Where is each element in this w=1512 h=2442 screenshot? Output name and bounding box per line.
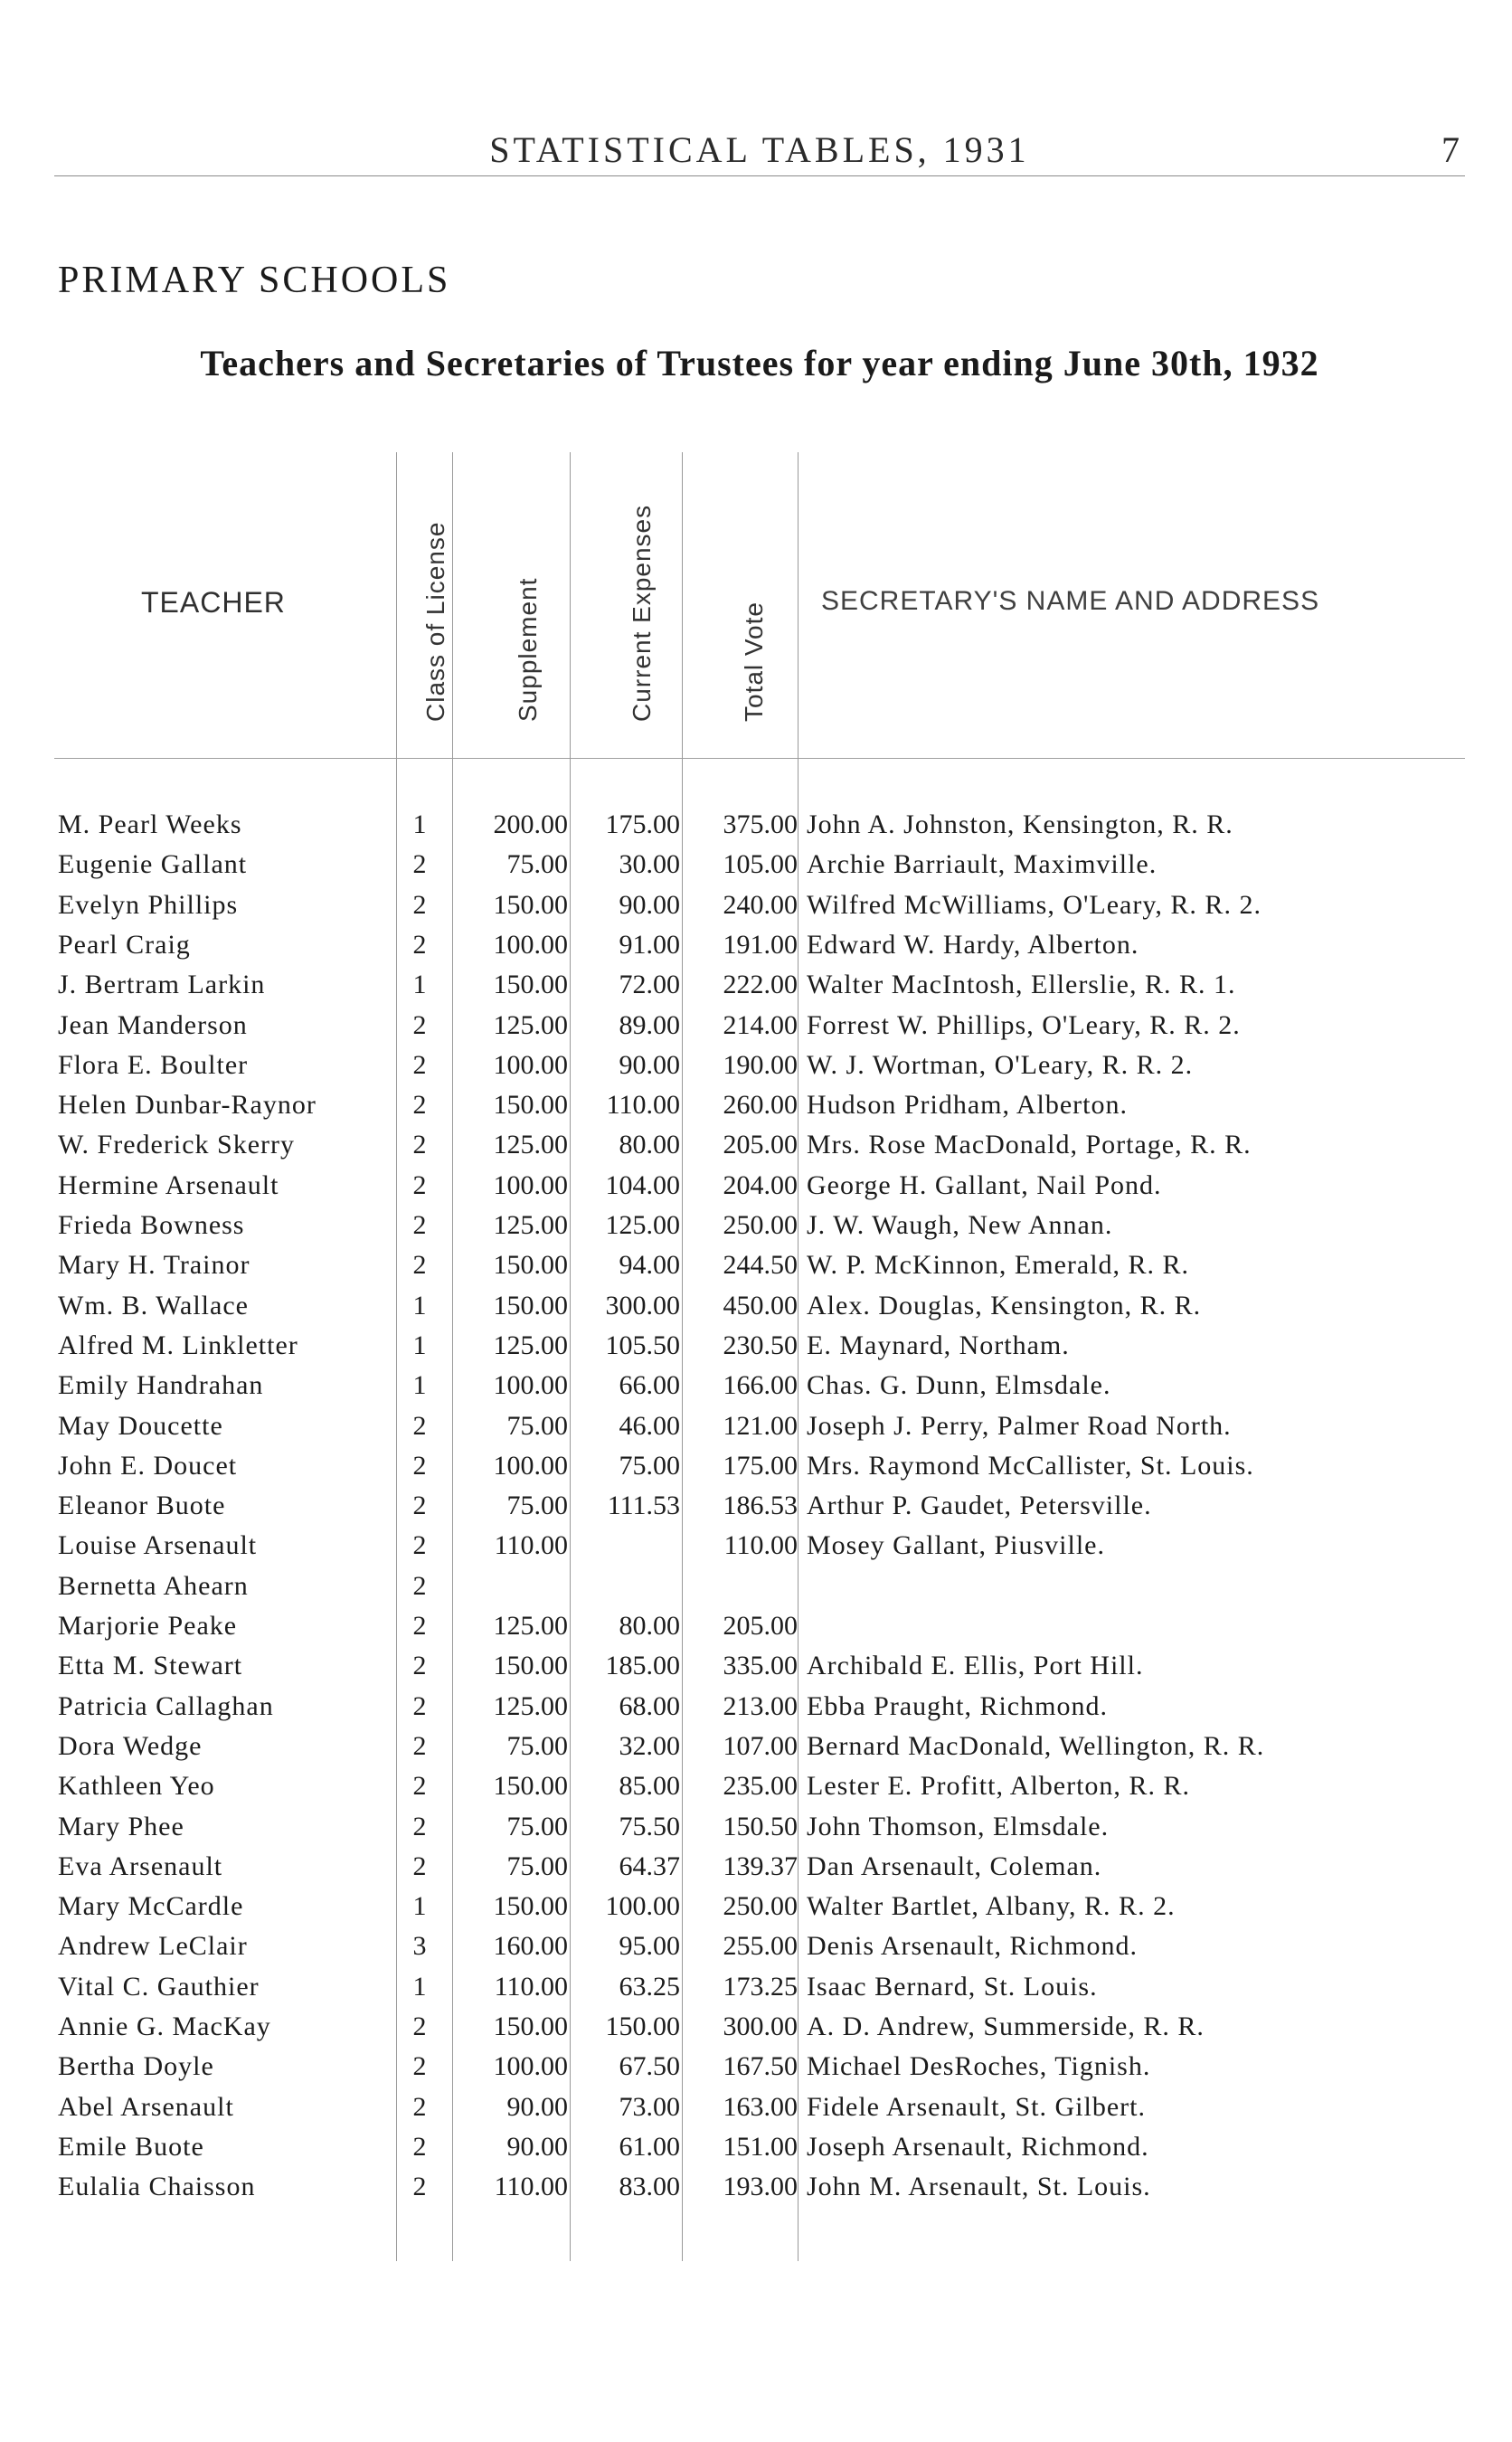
total-vote-cell: 335.00 xyxy=(723,1651,798,1680)
secretary-cell: Walter MacIntosh, Ellerslie, R. R. 1. xyxy=(807,970,1236,999)
table-row xyxy=(54,1606,1465,1646)
license-class-cell: 1 xyxy=(412,1370,427,1400)
supplement-cell: 100.00 xyxy=(493,1050,568,1080)
table-row xyxy=(54,1206,1465,1245)
teacher-cell: Eugenie Gallant xyxy=(58,849,248,879)
current-expenses-cell: 66.00 xyxy=(619,1370,680,1400)
current-expenses-cell: 95.00 xyxy=(619,1931,680,1961)
teacher-cell: Emily Handrahan xyxy=(58,1370,264,1400)
supplement-cell: 75.00 xyxy=(506,849,568,879)
column-header-expenses xyxy=(600,452,655,760)
teacher-cell: Mary McCardle xyxy=(58,1891,244,1921)
secretary-cell: Dan Arsenault, Coleman. xyxy=(807,1851,1102,1881)
secretary-cell: John Thomson, Elmsdale. xyxy=(807,1812,1110,1841)
license-class-cell: 2 xyxy=(412,1090,427,1120)
table-row xyxy=(54,1166,1465,1206)
table-row xyxy=(54,1366,1465,1406)
license-class-cell: 2 xyxy=(412,1731,427,1761)
supplement-cell: 75.00 xyxy=(506,1731,568,1761)
table-row xyxy=(54,925,1465,965)
column-header-teacher: TEACHER xyxy=(141,586,286,619)
total-vote-cell: 175.00 xyxy=(723,1451,798,1481)
supplement-cell: 125.00 xyxy=(493,1611,568,1641)
current-expenses-cell: 80.00 xyxy=(619,1130,680,1159)
teacher-cell: J. Bertram Larkin xyxy=(58,970,266,999)
secretary-cell: Mosey Gallant, Piusville. xyxy=(807,1530,1105,1560)
license-class-cell: 2 xyxy=(412,1210,427,1240)
current-expenses-cell: 64.37 xyxy=(619,1851,680,1881)
table-row xyxy=(54,1446,1465,1486)
supplement-cell: 150.00 xyxy=(493,1771,568,1801)
license-class-cell: 1 xyxy=(412,1891,427,1921)
license-class-cell: 2 xyxy=(412,2092,427,2122)
total-vote-cell: 250.00 xyxy=(723,1210,798,1240)
supplement-cell: 90.00 xyxy=(506,2092,568,2122)
teacher-cell: Frieda Bowness xyxy=(58,1210,245,1240)
secretary-cell: W. J. Wortman, O'Leary, R. R. 2. xyxy=(807,1050,1194,1080)
current-expenses-cell: 67.50 xyxy=(619,2051,680,2081)
supplement-cell: 150.00 xyxy=(493,1090,568,1120)
header-rule xyxy=(54,758,1465,759)
table-row xyxy=(54,1526,1465,1566)
teacher-cell: Marjorie Peake xyxy=(58,1611,238,1641)
table-row xyxy=(54,805,1465,845)
teacher-cell: Abel Arsenault xyxy=(58,2092,234,2122)
current-expenses-cell: 150.00 xyxy=(605,2011,680,2041)
current-expenses-cell: 185.00 xyxy=(605,1651,680,1680)
current-expenses-cell: 89.00 xyxy=(619,1010,680,1040)
license-class-cell: 2 xyxy=(412,890,427,920)
column-header-class-label: Class of License xyxy=(421,521,449,722)
total-vote-cell: 105.00 xyxy=(723,849,798,879)
table-row xyxy=(54,1085,1465,1125)
section-title: PRIMARY SCHOOLS xyxy=(58,260,451,301)
supplement-cell: 75.00 xyxy=(506,1411,568,1441)
table-row xyxy=(54,2007,1465,2047)
teacher-cell: Eleanor Buote xyxy=(58,1491,226,1520)
license-class-cell: 2 xyxy=(412,1812,427,1841)
secretary-cell: Isaac Bernard, St. Louis. xyxy=(807,1972,1098,2002)
secretary-cell: John M. Arsenault, St. Louis. xyxy=(807,2172,1151,2201)
current-expenses-cell: 90.00 xyxy=(619,890,680,920)
secretary-cell: Chas. G. Dunn, Elmsdale. xyxy=(807,1370,1111,1400)
secretary-cell: Alex. Douglas, Kensington, R. R. xyxy=(807,1291,1202,1320)
current-expenses-cell: 68.00 xyxy=(619,1691,680,1721)
total-vote-cell: 235.00 xyxy=(723,1771,798,1801)
teacher-cell: Flora E. Boulter xyxy=(58,1050,249,1080)
current-expenses-cell: 105.50 xyxy=(605,1330,680,1360)
column-header-expenses-label: Current Expenses xyxy=(628,504,656,722)
current-expenses-cell: 90.00 xyxy=(619,1050,680,1080)
supplement-cell: 150.00 xyxy=(493,890,568,920)
license-class-cell: 3 xyxy=(412,1931,427,1961)
teacher-cell: Mary Phee xyxy=(58,1812,184,1841)
supplement-cell: 100.00 xyxy=(493,1370,568,1400)
license-class-cell: 2 xyxy=(412,1611,427,1641)
total-vote-cell: 166.00 xyxy=(723,1370,798,1400)
running-title: STATISTICAL TABLES, 1931 xyxy=(489,129,1030,170)
column-header-class xyxy=(394,452,449,760)
current-expenses-cell: 72.00 xyxy=(619,970,680,999)
license-class-cell: 2 xyxy=(412,2011,427,2041)
current-expenses-cell: 300.00 xyxy=(605,1291,680,1320)
supplement-cell: 125.00 xyxy=(493,1330,568,1360)
teacher-cell: Helen Dunbar-Raynor xyxy=(58,1090,317,1120)
teacher-cell: Hermine Arsenault xyxy=(58,1170,279,1200)
table-row xyxy=(54,1807,1465,1847)
table-row xyxy=(54,1967,1465,2007)
table-row xyxy=(54,1727,1465,1766)
column-header-total xyxy=(713,452,767,760)
table-row xyxy=(54,1766,1465,1806)
teacher-cell: Eva Arsenault xyxy=(58,1851,223,1881)
supplement-cell: 150.00 xyxy=(493,2011,568,2041)
table-row xyxy=(54,965,1465,1005)
teacher-cell: Pearl Craig xyxy=(58,930,191,960)
supplement-cell: 125.00 xyxy=(493,1010,568,1040)
column-header-supplement-label: Supplement xyxy=(514,577,542,722)
total-vote-cell: 193.00 xyxy=(723,2172,798,2201)
teacher-cell: Vital C. Gauthier xyxy=(58,1972,260,2002)
total-vote-cell: 375.00 xyxy=(723,809,798,839)
total-vote-cell: 173.25 xyxy=(723,1972,798,2002)
table-row xyxy=(54,1566,1465,1606)
supplement-cell: 160.00 xyxy=(493,1931,568,1961)
table-row xyxy=(54,1687,1465,1727)
license-class-cell: 2 xyxy=(412,1851,427,1881)
license-class-cell: 2 xyxy=(412,1771,427,1801)
secretary-cell: Archibald E. Ellis, Port Hill. xyxy=(807,1651,1144,1680)
license-class-cell: 1 xyxy=(412,809,427,839)
secretary-cell: Arthur P. Gaudet, Petersville. xyxy=(807,1491,1152,1520)
secretary-cell: Bernard MacDonald, Wellington, R. R. xyxy=(807,1731,1265,1761)
supplement-cell: 200.00 xyxy=(493,809,568,839)
teacher-cell: May Doucette xyxy=(58,1411,223,1441)
total-vote-cell: 250.00 xyxy=(723,1891,798,1921)
total-vote-cell: 186.53 xyxy=(723,1491,798,1520)
secretary-cell: A. D. Andrew, Summerside, R. R. xyxy=(807,2011,1205,2041)
secretary-cell: Forrest W. Phillips, O'Leary, R. R. 2. xyxy=(807,1010,1241,1040)
total-vote-cell: 151.00 xyxy=(723,2132,798,2162)
license-class-cell: 2 xyxy=(412,1010,427,1040)
supplement-cell: 100.00 xyxy=(493,2051,568,2081)
total-vote-cell: 163.00 xyxy=(723,2092,798,2122)
teacher-cell: Bertha Doyle xyxy=(58,2051,214,2081)
total-vote-cell: 222.00 xyxy=(723,970,798,999)
total-vote-cell: 244.50 xyxy=(723,1250,798,1280)
license-class-cell: 2 xyxy=(412,2051,427,2081)
secretary-cell: Denis Arsenault, Richmond. xyxy=(807,1931,1138,1961)
current-expenses-cell: 30.00 xyxy=(619,849,680,879)
license-class-cell: 2 xyxy=(412,1530,427,1560)
license-class-cell: 2 xyxy=(412,1691,427,1721)
total-vote-cell: 110.00 xyxy=(723,1530,798,1560)
table-row xyxy=(54,1245,1465,1285)
current-expenses-cell: 125.00 xyxy=(605,1210,680,1240)
secretary-cell: Mrs. Rose MacDonald, Portage, R. R. xyxy=(807,1130,1252,1159)
teachers-table xyxy=(54,452,1465,2261)
table-header xyxy=(54,452,1465,760)
license-class-cell: 2 xyxy=(412,1651,427,1680)
supplement-cell: 125.00 xyxy=(493,1130,568,1159)
total-vote-cell: 121.00 xyxy=(723,1411,798,1441)
current-expenses-cell: 104.00 xyxy=(605,1170,680,1200)
license-class-cell: 2 xyxy=(412,2172,427,2201)
total-vote-cell: 214.00 xyxy=(723,1010,798,1040)
secretary-cell: Joseph Arsenault, Richmond. xyxy=(807,2132,1149,2162)
current-expenses-cell: 32.00 xyxy=(619,1731,680,1761)
license-class-cell: 2 xyxy=(412,1050,427,1080)
table-row xyxy=(54,1125,1465,1165)
total-vote-cell: 213.00 xyxy=(723,1691,798,1721)
table-row xyxy=(54,2167,1465,2207)
total-vote-cell: 230.50 xyxy=(723,1330,798,1360)
table-row xyxy=(54,885,1465,925)
total-vote-cell: 204.00 xyxy=(723,1170,798,1200)
current-expenses-cell: 73.00 xyxy=(619,2092,680,2122)
secretary-cell: Fidele Arsenault, St. Gilbert. xyxy=(807,2092,1146,2122)
table-row xyxy=(54,1406,1465,1446)
table-subtitle: Teachers and Secretaries of Trustees for year ending June 30th, 1932 xyxy=(200,343,1319,383)
teacher-cell: Alfred M. Linkletter xyxy=(58,1330,298,1360)
license-class-cell: 1 xyxy=(412,1330,427,1360)
current-expenses-cell: 75.00 xyxy=(619,1451,680,1481)
total-vote-cell: 139.37 xyxy=(723,1851,798,1881)
total-vote-cell: 300.00 xyxy=(723,2011,798,2041)
secretary-cell: George H. Gallant, Nail Pond. xyxy=(807,1170,1162,1200)
supplement-cell: 75.00 xyxy=(506,1812,568,1841)
secretary-cell: Joseph J. Perry, Palmer Road North. xyxy=(807,1411,1232,1441)
total-vote-cell: 150.50 xyxy=(723,1812,798,1841)
table-row xyxy=(54,1926,1465,1966)
current-expenses-cell: 46.00 xyxy=(619,1411,680,1441)
total-vote-cell: 260.00 xyxy=(723,1090,798,1120)
secretary-cell: Edward W. Hardy, Alberton. xyxy=(807,930,1139,960)
teacher-cell: Wm. B. Wallace xyxy=(58,1291,249,1320)
current-expenses-cell: 91.00 xyxy=(619,930,680,960)
secretary-cell: Ebba Praught, Richmond. xyxy=(807,1691,1108,1721)
teacher-cell: Louise Arsenault xyxy=(58,1530,258,1560)
supplement-cell: 110.00 xyxy=(494,2172,568,2201)
teacher-cell: M. Pearl Weeks xyxy=(58,809,242,839)
teacher-cell: Bernetta Ahearn xyxy=(58,1571,249,1601)
secretary-cell: J. W. Waugh, New Annan. xyxy=(807,1210,1113,1240)
license-class-cell: 2 xyxy=(412,1411,427,1441)
page-number: 7 xyxy=(1441,129,1460,170)
license-class-cell: 2 xyxy=(412,849,427,879)
supplement-cell: 90.00 xyxy=(506,2132,568,2162)
license-class-cell: 1 xyxy=(412,970,427,999)
license-class-cell: 2 xyxy=(412,2132,427,2162)
license-class-cell: 2 xyxy=(412,930,427,960)
license-class-cell: 2 xyxy=(412,1250,427,1280)
total-vote-cell: 240.00 xyxy=(723,890,798,920)
teacher-cell: Etta M. Stewart xyxy=(58,1651,243,1680)
table-row xyxy=(54,1326,1465,1366)
supplement-cell: 100.00 xyxy=(493,1451,568,1481)
teacher-cell: Patricia Callaghan xyxy=(58,1691,274,1721)
current-expenses-cell: 175.00 xyxy=(605,809,680,839)
supplement-cell: 110.00 xyxy=(494,1972,568,2002)
current-expenses-cell: 94.00 xyxy=(619,1250,680,1280)
total-vote-cell: 191.00 xyxy=(723,930,798,960)
table-row xyxy=(54,1006,1465,1046)
teacher-cell: Dora Wedge xyxy=(58,1731,203,1761)
supplement-cell: 125.00 xyxy=(493,1210,568,1240)
total-vote-cell: 450.00 xyxy=(723,1291,798,1320)
secretary-cell: Wilfred McWilliams, O'Leary, R. R. 2. xyxy=(807,890,1262,920)
current-expenses-cell: 75.50 xyxy=(619,1812,680,1841)
table-row xyxy=(54,2087,1465,2127)
current-expenses-cell: 83.00 xyxy=(619,2172,680,2201)
secretary-cell: Lester E. Profitt, Alberton, R. R. xyxy=(807,1771,1190,1801)
column-header-total-label: Total Vote xyxy=(740,601,768,722)
supplement-cell: 75.00 xyxy=(506,1491,568,1520)
license-class-cell: 2 xyxy=(412,1451,427,1481)
table-row xyxy=(54,1046,1465,1085)
current-expenses-cell: 111.53 xyxy=(607,1491,680,1520)
teacher-cell: Evelyn Phillips xyxy=(58,890,239,920)
supplement-cell: 150.00 xyxy=(493,1891,568,1921)
current-expenses-cell: 63.25 xyxy=(619,1972,680,2002)
secretary-cell: Archie Barriault, Maximville. xyxy=(807,849,1158,879)
supplement-cell: 125.00 xyxy=(493,1691,568,1721)
supplement-cell: 150.00 xyxy=(493,1250,568,1280)
column-header-supplement xyxy=(487,452,541,760)
license-class-cell: 1 xyxy=(412,1972,427,2002)
teacher-cell: Mary H. Trainor xyxy=(58,1250,250,1280)
supplement-cell: 75.00 xyxy=(506,1851,568,1881)
supplement-cell: 110.00 xyxy=(494,1530,568,1560)
secretary-cell: Hudson Pridham, Alberton. xyxy=(807,1090,1128,1120)
supplement-cell: 100.00 xyxy=(493,930,568,960)
teacher-cell: Jean Manderson xyxy=(58,1010,248,1040)
teacher-cell: Annie G. MacKay xyxy=(58,2011,271,2041)
license-class-cell: 2 xyxy=(412,1571,427,1601)
table-row xyxy=(54,1486,1465,1526)
license-class-cell: 2 xyxy=(412,1491,427,1520)
total-vote-cell: 205.00 xyxy=(723,1611,798,1641)
supplement-cell: 150.00 xyxy=(493,970,568,999)
total-vote-cell: 190.00 xyxy=(723,1050,798,1080)
table-row xyxy=(54,1847,1465,1887)
current-expenses-cell: 61.00 xyxy=(619,2132,680,2162)
current-expenses-cell: 110.00 xyxy=(606,1090,680,1120)
total-vote-cell: 255.00 xyxy=(723,1931,798,1961)
secretary-cell: John A. Johnston, Kensington, R. R. xyxy=(807,809,1233,839)
total-vote-cell: 205.00 xyxy=(723,1130,798,1159)
teacher-cell: Kathleen Yeo xyxy=(58,1771,215,1801)
table-row xyxy=(54,845,1465,885)
teacher-cell: Emile Buote xyxy=(58,2132,204,2162)
current-expenses-cell: 80.00 xyxy=(619,1611,680,1641)
supplement-cell: 150.00 xyxy=(493,1291,568,1320)
license-class-cell: 2 xyxy=(412,1170,427,1200)
secretary-cell: E. Maynard, Northam. xyxy=(807,1330,1070,1360)
table-row xyxy=(54,1646,1465,1686)
secretary-cell: Walter Bartlet, Albany, R. R. 2. xyxy=(807,1891,1176,1921)
teacher-cell: Andrew LeClair xyxy=(58,1931,248,1961)
table-row xyxy=(54,2047,1465,2087)
license-class-cell: 2 xyxy=(412,1130,427,1159)
secretary-cell: Mrs. Raymond McCallister, St. Louis. xyxy=(807,1451,1254,1481)
running-head xyxy=(54,121,1465,176)
table-row xyxy=(54,1286,1465,1326)
supplement-cell: 100.00 xyxy=(493,1170,568,1200)
current-expenses-cell: 100.00 xyxy=(605,1891,680,1921)
license-class-cell: 1 xyxy=(412,1291,427,1320)
column-header-secretary: SECRETARY'S NAME AND ADDRESS xyxy=(821,586,1320,616)
teacher-cell: John E. Doucet xyxy=(58,1451,238,1481)
total-vote-cell: 167.50 xyxy=(723,2051,798,2081)
secretary-cell: Michael DesRoches, Tignish. xyxy=(807,2051,1151,2081)
total-vote-cell: 107.00 xyxy=(723,1731,798,1761)
teacher-cell: W. Frederick Skerry xyxy=(58,1130,295,1159)
current-expenses-cell: 85.00 xyxy=(619,1771,680,1801)
supplement-cell: 150.00 xyxy=(493,1651,568,1680)
teacher-cell: Eulalia Chaisson xyxy=(58,2172,256,2201)
table-row xyxy=(54,1887,1465,1926)
table-row xyxy=(54,2127,1465,2167)
secretary-cell: W. P. McKinnon, Emerald, R. R. xyxy=(807,1250,1190,1280)
